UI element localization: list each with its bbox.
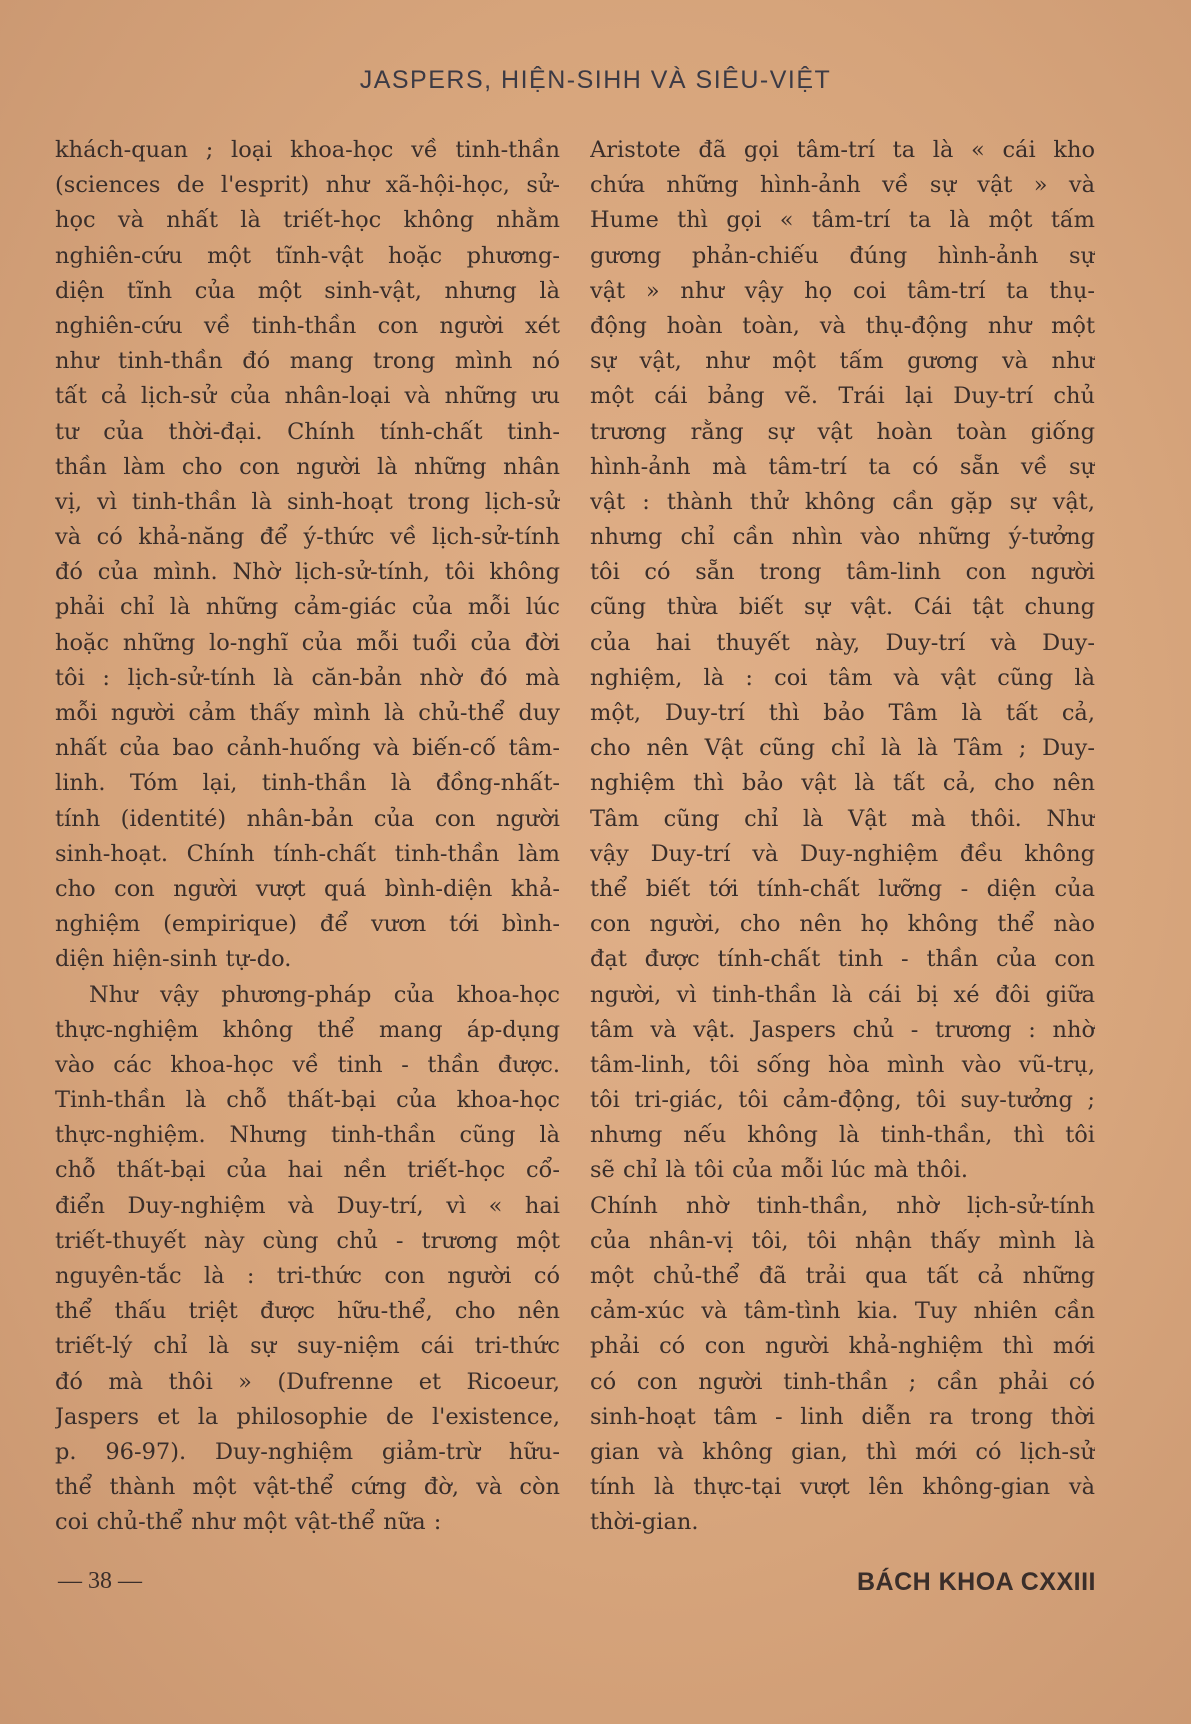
- text-line: diện tĩnh của một sinh-vật, nhưng là: [55, 277, 560, 304]
- text-line: nghiên-cứu về tinh-thần con người xét: [55, 312, 560, 339]
- text-line: người, vì tinh-thần là cái bị xé đôi giữa: [590, 981, 1095, 1008]
- text-line: chỗ thất-bại của hai nền triết-học cổ-: [55, 1157, 560, 1184]
- text-line: con người, cho nên họ không thể nào: [590, 911, 1095, 938]
- text-line: nhất của bao cảnh-huống và biến-cố tâm-: [55, 735, 560, 762]
- text-line: và có khả-năng để ý-thức về lịch-sử-tính: [55, 524, 560, 551]
- text-line: phải có con người khả-nghiệm thì mới: [590, 1333, 1095, 1360]
- text-line: tôi tri-giác, tôi cảm-động, tôi suy-tưởng ;: [590, 1087, 1095, 1114]
- text-line: Tinh-thần là chỗ thất-bại của khoa-học: [55, 1087, 560, 1114]
- text-line: sẽ chỉ là tôi của mỗi lúc mà thôi.: [590, 1157, 969, 1184]
- text-line: tất cả lịch-sử của nhân-loại và những ưu: [55, 383, 560, 410]
- text-line: tôi có sẵn trong tâm-linh con người: [590, 559, 1095, 586]
- text-line: sinh-hoạt tâm - linh diễn ra trong thời: [590, 1403, 1095, 1430]
- text-line: của nhân-vị tôi, tôi nhận thấy mình là: [590, 1227, 1095, 1254]
- text-line: sinh-hoạt. Chính tính-chất tinh-thần làm: [55, 840, 560, 867]
- text-line: gương phản-chiếu đúng hình-ảnh sự: [590, 242, 1095, 269]
- text-line: sự vật, như một tấm gương và như: [590, 348, 1095, 375]
- text-line: cũng thừa biết sự vật. Cái tật chung: [590, 594, 1095, 621]
- text-line: cho nên Vật cũng chỉ là là Tâm ; Duy-: [590, 735, 1095, 762]
- text-line: đạt được tính-chất tinh - thần của con: [590, 946, 1095, 973]
- text-line: Hume thì gọi « tâm-trí ta là một tấm: [590, 207, 1095, 234]
- text-line: động hoàn toàn, và thụ-động như một: [590, 312, 1095, 339]
- text-line: cảm-xúc và tâm-tình kia. Tuy nhiên cần: [590, 1298, 1095, 1325]
- text-line: nguyên-tắc là : tri-thức con người có: [55, 1263, 560, 1289]
- text-line: trương rằng sự vật hoàn toàn giống: [590, 418, 1095, 445]
- text-line: thể biết tới tính-chất lưỡng - diện của: [590, 875, 1095, 902]
- journal-title: BÁCH KHOA CXXIII: [856, 1568, 1096, 1596]
- text-line: thực-nghiệm. Nhưng tinh-thần cũng là: [55, 1122, 560, 1149]
- text-line: như tinh-thần đó mang trong mình nó: [55, 348, 560, 375]
- text-line: Tâm cũng chỉ là Vật mà thôi. Như: [590, 805, 1095, 832]
- text-line: Jaspers et la philosophie de l'existence,: [55, 1403, 560, 1430]
- text-line: thể thành một vật-thể cứng đờ, và còn: [55, 1474, 560, 1501]
- text-line: tư của thời-đại. Chính tính-chất tinh-: [55, 418, 560, 445]
- text-line: thực-nghiệm không thể mang áp-dụng: [55, 1016, 560, 1043]
- text-line: mỗi người cảm thấy mình là chủ-thể duy: [55, 700, 560, 726]
- text-line: vật » như vậy họ coi tâm-trí ta thụ-: [590, 277, 1095, 304]
- text-line: p. 96-97). Duy-nghiệm giảm-trừ hữu-: [55, 1438, 560, 1465]
- text-line: có con người tinh-thần ; cần phải có: [590, 1368, 1095, 1395]
- text-line: triết-thuyết này cùng chủ - trương một: [55, 1227, 560, 1254]
- text-line: nghiệm (empirique) để vươn tới bình-: [55, 911, 560, 938]
- text-line: một cái bảng vẽ. Trái lại Duy-trí chủ: [590, 383, 1095, 410]
- text-line: tính là thực-tại vượt lên không-gian và: [590, 1474, 1095, 1501]
- text-line: phải chỉ là những cảm-giác của mỗi lúc: [55, 594, 560, 621]
- text-line: nghiên-cứu một tĩnh-vật hoặc phương-: [55, 242, 560, 269]
- text-line: thời-gian.: [590, 1509, 699, 1536]
- text-line: học và nhất là triết-học không nhằm: [55, 207, 560, 234]
- page-number: — 38 —: [58, 1568, 142, 1594]
- text-line: chứa những hình-ảnh về sự vật » và: [590, 172, 1095, 199]
- text-line: Aristote đã gọi tâm-trí ta là « cái kho: [590, 137, 1095, 163]
- text-line: một chủ-thể đã trải qua tất cả những: [590, 1263, 1095, 1289]
- running-header: JASPERS, HIỆN-SIHH VÀ SIÊU-VIỆT: [359, 66, 832, 94]
- text-line: nghiệm, là : coi tâm và vật cũng là: [590, 664, 1095, 691]
- text-line: (sciences de l'esprit) như xã-hội-học, sử-: [55, 172, 560, 199]
- text-line: triết-lý chỉ là sự suy-niệm cái tri-thức: [55, 1333, 560, 1360]
- text-line: linh. Tóm lại, tinh-thần là đồng-nhất-: [55, 770, 560, 797]
- text-line: nhưng chỉ cần nhìn vào những ý-tưởng: [590, 524, 1095, 551]
- text-line: tâm-linh, tôi sống hòa mình vào vũ-trụ,: [590, 1051, 1095, 1078]
- text-line: vào các khoa-học về tinh - thần được.: [55, 1051, 560, 1078]
- text-line: đó của mình. Nhờ lịch-sử-tính, tôi không: [55, 559, 560, 586]
- text-line: hoặc những lo-nghĩ của mỗi tuổi của đời: [55, 629, 560, 656]
- text-line: coi chủ-thể như một vật-thể nữa :: [55, 1509, 442, 1536]
- text-line: điển Duy-nghiệm và Duy-trí, vì « hai: [55, 1192, 560, 1219]
- text-line: nhưng nếu không là tinh-thần, thì tôi: [590, 1122, 1095, 1149]
- text-line: một, Duy-trí thì bảo Tâm là tất cả,: [590, 700, 1095, 726]
- text-line: đó mà thôi » (Dufrenne et Ricoeur,: [55, 1368, 560, 1395]
- text-line: cho con người vượt quá bình-diện khả-: [55, 875, 560, 902]
- text-line: nghiệm thì bảo vật là tất cả, cho nên: [590, 770, 1095, 797]
- text-line: hình-ảnh mà tâm-trí ta có sẵn về sự: [590, 453, 1095, 480]
- text-line: thần làm cho con người là những nhân: [55, 453, 560, 480]
- text-line: gian và không gian, thì mới có lịch-sử: [590, 1438, 1095, 1465]
- text-line: vị, vì tinh-thần là sinh-hoạt trong lịch-sử: [55, 488, 560, 515]
- left-column: [55, 133, 560, 1541]
- text-line: Chính nhờ tinh-thần, nhờ lịch-sử-tính: [590, 1192, 1095, 1219]
- text-line: tính (identité) nhân-bản của con người: [55, 805, 560, 832]
- text-line: vật : thành thử không cần gặp sự vật,: [590, 488, 1095, 515]
- text-line: vậy Duy-trí và Duy-nghiệm đều không: [590, 840, 1095, 867]
- right-column: [590, 133, 1095, 1541]
- text-line: thể thấu triệt được hữu-thể, cho nên: [55, 1298, 560, 1325]
- text-line: tâm và vật. Jaspers chủ - trương : nhờ: [590, 1016, 1095, 1043]
- text-line: diện hiện-sinh tự-do.: [55, 946, 292, 973]
- text-line: của hai thuyết này, Duy-trí và Duy-: [590, 629, 1095, 656]
- text-line: khách-quan ; loại khoa-học về tinh-thần: [55, 137, 560, 163]
- text-line: Như vậy phương-pháp của khoa-học: [89, 981, 560, 1008]
- text-line: tôi : lịch-sử-tính là căn-bản nhờ đó mà: [55, 664, 560, 691]
